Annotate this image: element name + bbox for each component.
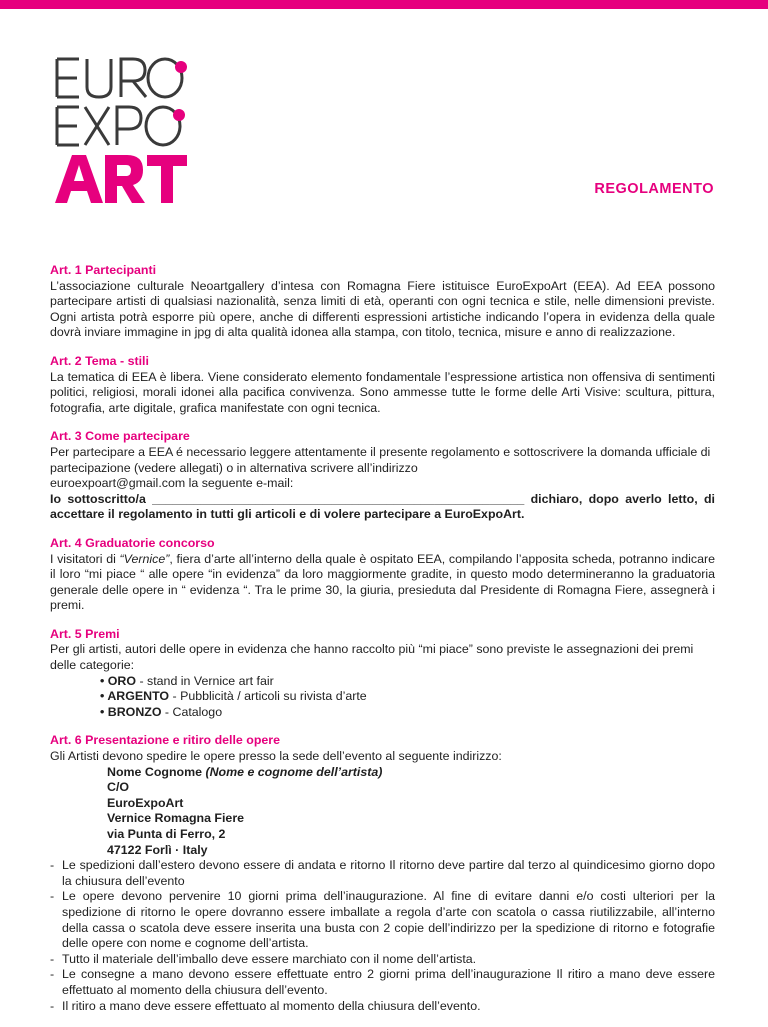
regulation-content xyxy=(50,263,715,1027)
prize-name: • BRONZO xyxy=(100,704,162,719)
name-label: Nome Cognome xyxy=(107,764,206,779)
address-line: 47122 Forlì · Italy xyxy=(107,842,208,857)
name-note: (Nome e cognome dell’artista) xyxy=(205,764,383,779)
body-text: , fiera d’arte all’interno della quale è ospitato EEA, compilando l’apposita scheda, potranno indicare il loro “mi piace “ alle opere “in evidenza” da loro maggiormente gradite, in questo modo determineranno la graduatoria generale delle opere in “ evidenza “. Tra le prime 30, la giuria, presieduta dal Presidente di Romagna Fiere, assegnerà i premi. xyxy=(50,551,715,613)
declaration-text: Io sottoscritto/a ______________________________________________________ dichiaro, dopo averlo letto, di accettare il regolamento in tutti gli articoli e di volere partecipare a EuroExpoArt. xyxy=(50,491,715,522)
prize-item xyxy=(50,705,715,721)
euroexpoart-logo xyxy=(55,55,195,205)
prize-desc: - Pubblicità / articoli su rivista d’arte xyxy=(169,689,367,704)
prize-desc: - stand in Vernice art fair xyxy=(136,673,274,688)
list-item: - Le consegne a mano devono essere effettuate entro 2 giorni prima dell’inaugurazione Il ritiro a mano deve essere effettuato al momento della chiusura dell’evento. xyxy=(50,967,715,998)
article-body: Per partecipare a EEA é necessario leggere attentamente il presente regolamento e sottoscrivere la domanda ufficiale di partecipazione (vedere allegati) o in alternativa scrivere all’indirizzo xyxy=(50,444,711,475)
prize-desc: - Catalogo xyxy=(161,704,223,719)
article-heading: Art. 5 Premi xyxy=(50,626,120,641)
address-line: via Punta di Ferro, 2 xyxy=(107,827,226,841)
prize-item xyxy=(50,689,715,705)
top-accent-bar xyxy=(0,0,768,9)
list-item: - Tutto il materiale dell’imballo deve essere marchiato con il nome dell’artista. xyxy=(50,952,715,968)
prize-item xyxy=(50,674,715,690)
list-item: - Le spedizioni dall’estero devono essere di andata e ritorno Il ritorno deve partire dal terzo al quindicesimo giorno dopo la chiusura dell’evento xyxy=(50,858,715,889)
article-6 xyxy=(50,733,715,1014)
article-heading: Art. 3 Come partecipare xyxy=(50,429,190,444)
prize-name: • ARGENTO xyxy=(100,689,170,704)
article-5 xyxy=(50,627,715,721)
article-heading: Art. 6 Presentazione e ritiro delle opere xyxy=(50,733,280,748)
address-line: EuroExpoArt xyxy=(107,795,184,810)
article-3 xyxy=(50,429,715,523)
article-heading: Art. 1 Partecipanti xyxy=(50,263,157,277)
body-text: I visitatori di xyxy=(50,551,120,566)
list-item: - Il ritiro a mano deve essere effettuato al momento della chiusura dell’evento. xyxy=(50,999,715,1015)
article-body: Gli Artisti devono spedire le opere presso la sede dell’evento al seguente indirizzo: xyxy=(50,749,502,764)
article-body: La tematica di EEA è libera. Viene considerato elemento fondamentale l’espressione artistica non offensiva di sentimenti politici, religiosi, morali idonei alla pacifica convivenza. Sono ammesse tutte le forme delle Arti Visive: scultura, pittura, fotografia, arte digitale, grafica manifestate con ogni tecnica. xyxy=(50,369,715,415)
address-line: Vernice Romagna Fiere xyxy=(107,811,245,826)
address-name xyxy=(50,765,715,781)
article-body: Per gli artisti, autori delle opere in evidenza che hanno raccolto più “mi piace” sono previste le assegnazioni dei premi delle categorie: xyxy=(50,642,694,673)
article-body: L’associazione culturale Neoartgallery d’intesa con Romagna Fiere istituisce EuroExpoArt (EEA). Ad EEA possono partecipare artisti di qualsiasi nazionalità, senza limiti di età, operanti con ogni tecnica e stile, nelle dimensioni previste. Ogni artista potrà esporre più opere, anche di differenti espressioni artistiche indicando l’opera in evidenza della quale dovrà inviare immagine in jpg di alta qualità idonea alla stampa, con titolo, tecnica, misure e anno di realizzazione. xyxy=(50,278,715,340)
article-heading: Art. 2 Tema - stili xyxy=(50,353,149,368)
vernice-name: “Vernice” xyxy=(119,551,170,566)
article-body xyxy=(50,552,715,614)
email-line: euroexpoart@gmail.com la seguente e-mail: xyxy=(50,476,294,491)
article-1 xyxy=(50,263,715,341)
article-2 xyxy=(50,354,715,416)
article-4 xyxy=(50,536,715,614)
document-title: REGOLAMENTO xyxy=(594,181,714,197)
list-item: - Le opere devono pervenire 10 giorni prima dell’inaugurazione. Al fine di evitare danni e/o costi ulteriori per la spedizione di ritorno le opere dovranno essere imballate a regola d’arte con scatola o cassa riutilizzabile, all’interno della cassa o scatola deve essere inserita una busta con 2 copie dell’indirizzo per la spedizione di ritorno e fotografie delle opere con nome e cognome dell’artista. xyxy=(50,889,715,951)
prize-name: • ORO xyxy=(100,673,137,688)
address-line: C/O xyxy=(107,780,130,795)
article-heading: Art. 4 Graduatorie concorso xyxy=(50,535,215,550)
